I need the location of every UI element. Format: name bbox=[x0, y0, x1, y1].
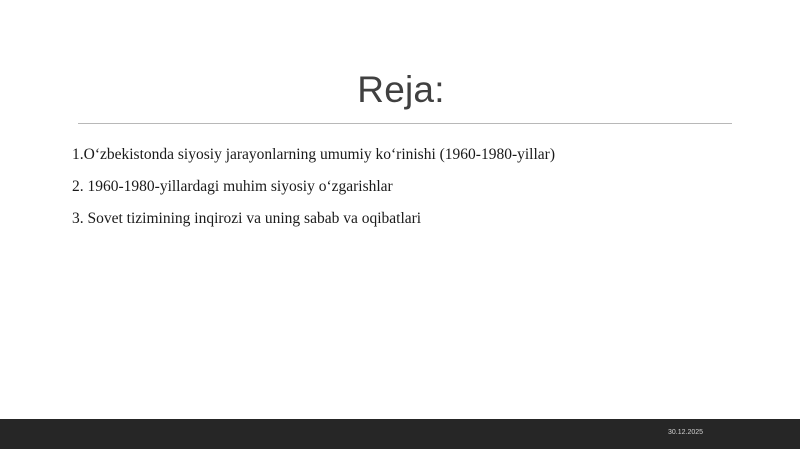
list-item: 3. Sovet tizimining inqirozi va uning sabab va oqibatlari bbox=[72, 210, 422, 227]
list-item: 2. 1960-1980-yillardagi muhim siyosiy o‘zgarishlar bbox=[72, 178, 393, 195]
list-item: 1.O‘zbekistonda siyosiy jarayonlarning umumiy ko‘rinishi (1960-1980-yillar) bbox=[72, 146, 555, 163]
slide-title: Reja: bbox=[357, 69, 445, 110]
date-label: 30.12.2025 bbox=[668, 429, 704, 436]
title-divider bbox=[78, 123, 732, 124]
status-bar bbox=[0, 419, 800, 449]
